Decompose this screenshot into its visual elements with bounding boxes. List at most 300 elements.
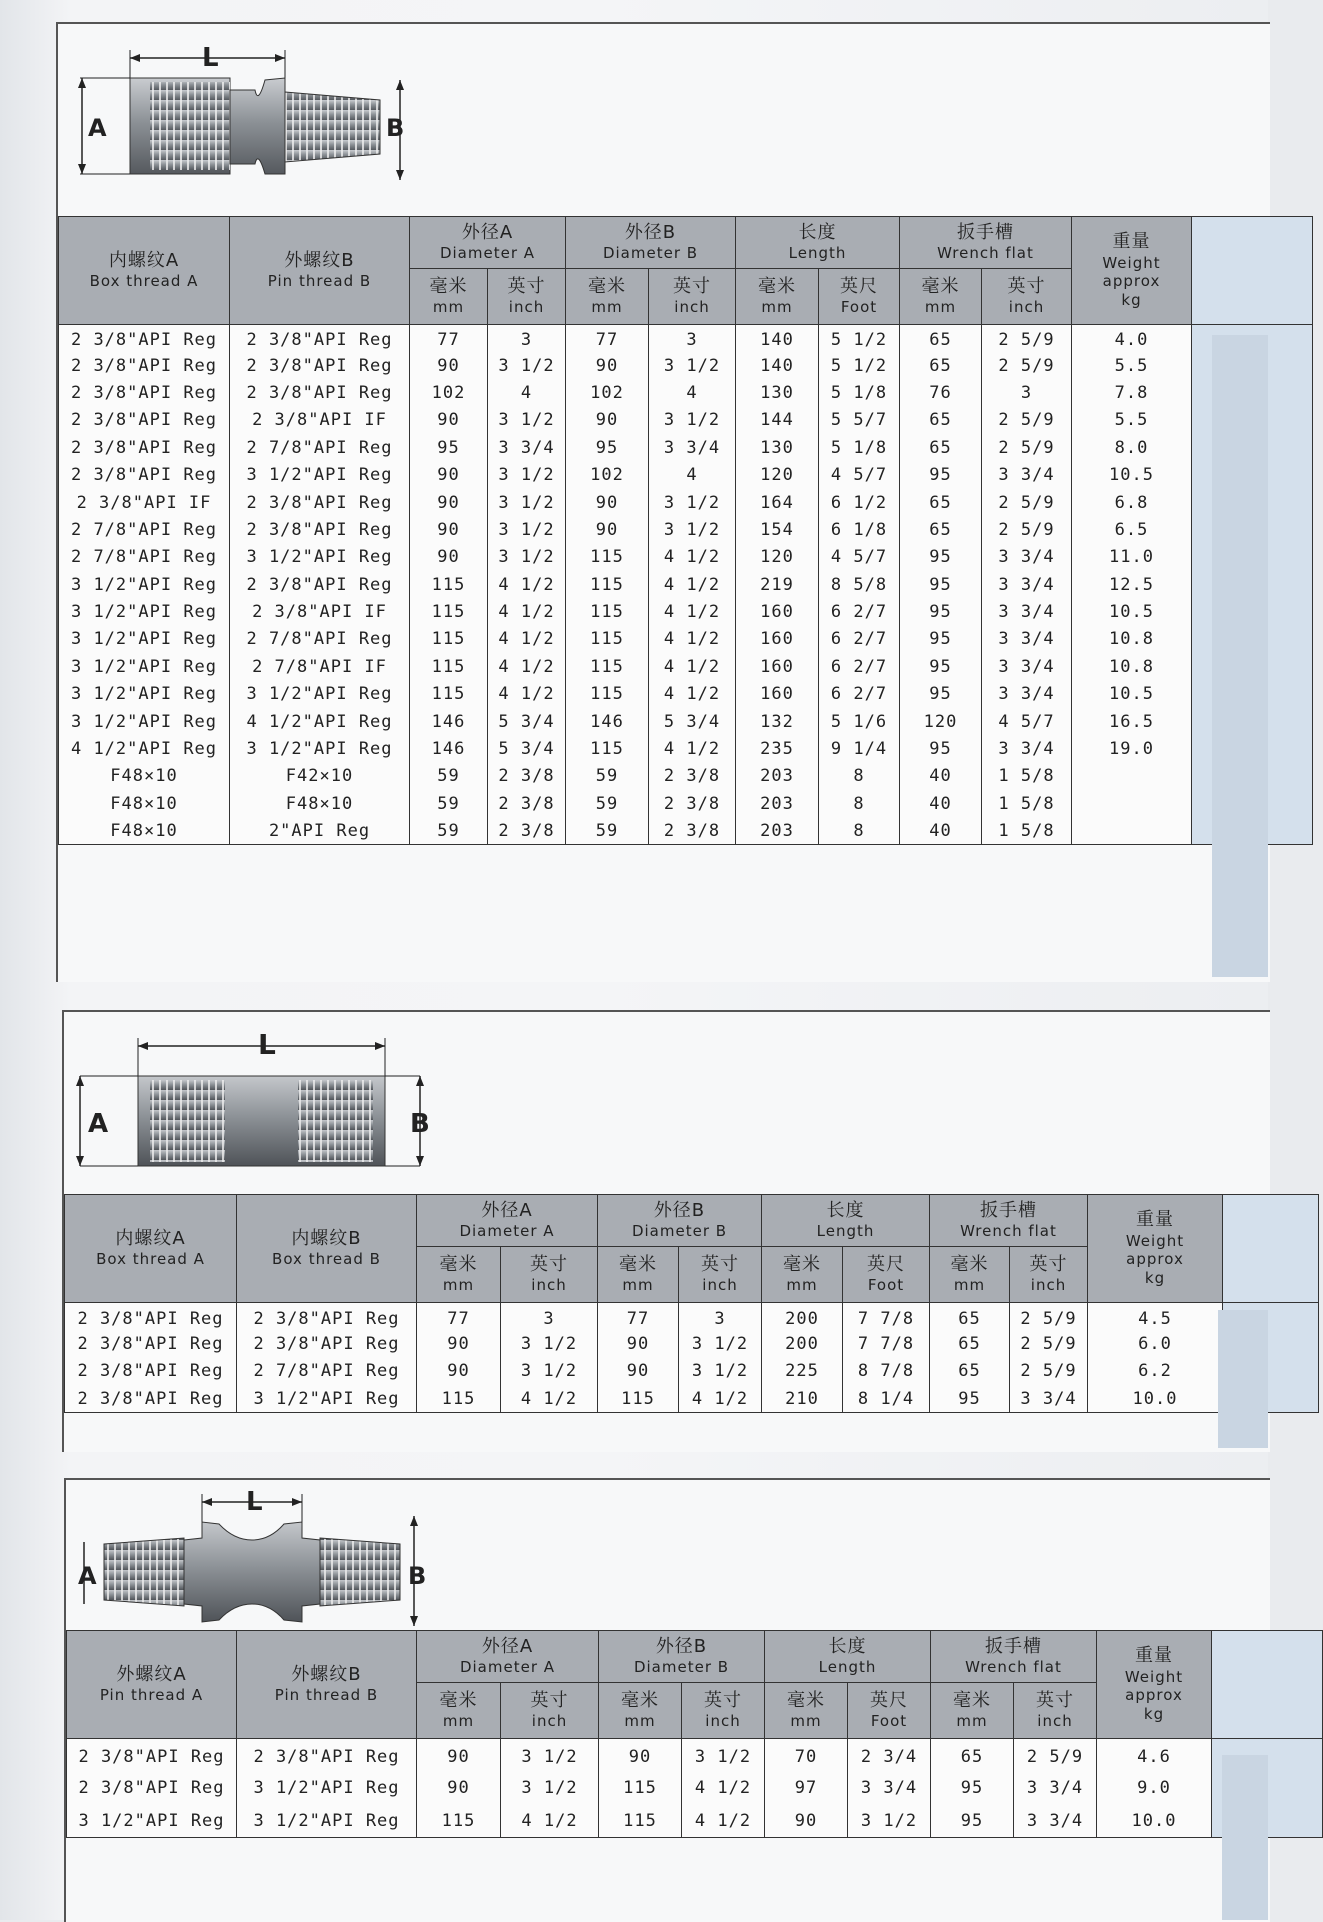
cell-weight-kg: 12.5 <box>1072 571 1192 598</box>
header-unit-inch <box>982 269 1072 325</box>
cell-thread-b: 3 1/2"API Reg <box>230 681 410 708</box>
cell-diameter-b-inch: 2 3/8 <box>649 763 736 790</box>
cell-diameter-a-mm: 115 <box>410 626 488 653</box>
header-unit-mm <box>417 1247 501 1303</box>
cell-diameter-b-mm: 115 <box>566 626 649 653</box>
cell-diameter-b-mm: 90 <box>598 1358 679 1386</box>
header-wrench-flat-cn: 扳手槽 <box>957 221 1014 243</box>
table-row <box>59 763 1313 790</box>
cell-wrench-inch: 1 5/8 <box>982 790 1072 817</box>
cell-thread-b: 2 3/8"API Reg <box>237 1330 417 1358</box>
cell-thread-b: 2 3/8"API Reg <box>230 379 410 406</box>
dimension-l-label: L <box>202 43 219 73</box>
box-pin-sub-diagram <box>80 40 420 190</box>
pin-pin-sub-diagram <box>78 1480 444 1630</box>
edge-strip-1 <box>1212 335 1268 977</box>
cell-length-foot: 6 1/2 <box>819 489 900 516</box>
cell-length-foot: 6 2/7 <box>819 598 900 625</box>
cell-thread-a: F48×10 <box>59 763 230 790</box>
cell-weight-kg: 4.0 <box>1072 325 1192 352</box>
header-unit-mm-en: mm <box>442 1712 475 1731</box>
header-unit-mm <box>765 1683 848 1739</box>
cell-thread-a: 4 1/2"API Reg <box>59 735 230 762</box>
header-length-en: Length <box>816 1222 875 1241</box>
cell-length-foot: 4 5/7 <box>819 544 900 571</box>
cell-diameter-b-inch: 4 1/2 <box>649 571 736 598</box>
cell-wrench-mm: 95 <box>931 1805 1014 1838</box>
cell-diameter-b-mm: 115 <box>566 598 649 625</box>
header-weight-en: Weight <box>1125 1231 1185 1250</box>
header-weight-cn: 重量 <box>1112 231 1151 253</box>
table-row <box>65 1330 1319 1358</box>
cell-thread-b: 2 3/8"API IF <box>230 407 410 434</box>
table-row <box>59 352 1313 379</box>
header-weight <box>1097 1631 1212 1739</box>
header-unit-inch-cn: 英寸 <box>673 275 711 297</box>
header-unit-mm-en: mm <box>432 298 465 317</box>
header-unit-mm-en: mm <box>442 1276 475 1295</box>
cell-diameter-a-mm: 95 <box>410 434 488 461</box>
cell-diameter-a-mm: 115 <box>417 1385 501 1413</box>
cell-diameter-a-inch: 2 3/8 <box>488 790 566 817</box>
header-length-cn: 长度 <box>826 1199 865 1221</box>
cell-wrench-mm: 65 <box>930 1330 1010 1358</box>
header-unit-mm-cn: 毫米 <box>787 1689 825 1711</box>
header-diameter-b-cn: 外径B <box>655 1635 708 1657</box>
cell-diameter-a-inch: 4 1/2 <box>501 1385 598 1413</box>
cell-length-mm: 203 <box>736 818 819 845</box>
header-unit-inch-en: inch <box>702 1276 738 1295</box>
header-unit-inch <box>682 1683 765 1739</box>
cell-wrench-mm: 65 <box>900 325 982 352</box>
cell-weight-kg <box>1072 763 1192 790</box>
header-diameter-b <box>599 1631 765 1683</box>
table-row <box>59 708 1313 735</box>
cell-length-foot: 5 5/7 <box>819 407 900 434</box>
dimension-a-label: A <box>78 1562 97 1590</box>
cell-diameter-a-mm: 77 <box>417 1303 501 1331</box>
cell-thread-b: 2 3/8"API Reg <box>237 1303 417 1331</box>
cell-diameter-a-inch: 3 1/2 <box>488 352 566 379</box>
cell-wrench-inch: 2 5/9 <box>1010 1303 1088 1331</box>
header-wrench-flat <box>930 1195 1088 1247</box>
cell-length-foot: 8 <box>819 790 900 817</box>
header-thread-b-cn: 内螺纹B <box>291 1227 362 1249</box>
cell-diameter-b-mm: 115 <box>566 735 649 762</box>
cell-diameter-b-inch: 4 1/2 <box>682 1772 765 1805</box>
cell-diameter-a-inch: 4 1/2 <box>488 598 566 625</box>
cell-weight-kg: 10.5 <box>1072 461 1192 488</box>
cell-length-foot: 2 3/4 <box>848 1739 931 1772</box>
cell-wrench-inch: 2 5/9 <box>982 325 1072 352</box>
cell-diameter-b-mm: 77 <box>598 1303 679 1331</box>
header-thread-a <box>67 1631 237 1739</box>
cell-diameter-b-inch: 3 1/2 <box>649 352 736 379</box>
cell-diameter-a-inch: 3 <box>488 325 566 352</box>
cell-diameter-a-mm: 115 <box>410 598 488 625</box>
cell-diameter-a-mm: 90 <box>417 1330 501 1358</box>
cell-thread-a: 2 3/8"API Reg <box>65 1358 237 1386</box>
cell-diameter-a-mm: 115 <box>417 1805 501 1838</box>
header-thread-a <box>65 1195 237 1303</box>
cell-thread-b: 2 3/8"API Reg <box>230 325 410 352</box>
cell-weight-kg: 9.0 <box>1097 1772 1212 1805</box>
cell-length-foot: 6 2/7 <box>819 653 900 680</box>
header-unit-inch-en: inch <box>1008 298 1045 317</box>
cell-diameter-a-mm: 90 <box>410 352 488 379</box>
cell-weight-kg: 10.8 <box>1072 653 1192 680</box>
cell-length-foot: 4 5/7 <box>819 461 900 488</box>
header-unit-inch-cn: 英寸 <box>701 1253 739 1275</box>
header-length <box>762 1195 930 1247</box>
header-unit-mm <box>599 1683 682 1739</box>
cell-wrench-mm: 95 <box>930 1385 1010 1413</box>
header-unit-mm-en: mm <box>790 1712 822 1731</box>
cell-weight-kg: 6.5 <box>1072 516 1192 543</box>
cell-thread-b: 3 1/2"API Reg <box>230 461 410 488</box>
cell-length-foot: 5 1/8 <box>819 434 900 461</box>
cell-diameter-a-inch: 3 1/2 <box>488 461 566 488</box>
cell-diameter-b-inch: 3 1/2 <box>649 516 736 543</box>
header-unit-inch <box>649 269 736 325</box>
cell-thread-a: 2 7/8"API Reg <box>59 516 230 543</box>
table-row <box>59 379 1313 406</box>
header-unit-mm-cn: 毫米 <box>619 1253 657 1275</box>
cell-diameter-a-inch: 3 1/2 <box>488 544 566 571</box>
header-unit-inch-cn: 英寸 <box>1029 1253 1068 1275</box>
cell-wrench-mm: 40 <box>900 763 982 790</box>
cell-diameter-b-mm: 59 <box>566 790 649 817</box>
cell-diameter-b-inch: 4 1/2 <box>682 1805 765 1838</box>
dimension-b-label: B <box>408 1562 427 1590</box>
cell-diameter-a-inch: 4 1/2 <box>488 681 566 708</box>
cell-weight-kg: 5.5 <box>1072 352 1192 379</box>
cell-diameter-a-inch: 3 1/2 <box>501 1330 598 1358</box>
cell-diameter-a-inch: 4 1/2 <box>501 1805 599 1838</box>
cell-diameter-b-inch: 3 1/2 <box>649 489 736 516</box>
box-box-sub-diagram <box>80 1030 440 1180</box>
cell-diameter-a-inch: 3 <box>501 1303 598 1331</box>
cell-length-foot: 5 1/6 <box>819 708 900 735</box>
cell-length-mm: 144 <box>736 407 819 434</box>
cell-diameter-b-mm: 102 <box>566 379 649 406</box>
cell-thread-b: 2 7/8"API Reg <box>230 626 410 653</box>
cell-length-foot: 6 1/8 <box>819 516 900 543</box>
table-row <box>59 489 1313 516</box>
cell-diameter-b-mm: 115 <box>599 1772 682 1805</box>
cell-length-mm: 154 <box>736 516 819 543</box>
cell-length-foot: 3 1/2 <box>848 1805 931 1838</box>
cell-diameter-a-inch: 2 3/8 <box>488 818 566 845</box>
cell-diameter-a-mm: 90 <box>410 516 488 543</box>
cell-wrench-inch: 2 5/9 <box>982 516 1072 543</box>
cell-diameter-b-mm: 102 <box>566 461 649 488</box>
cell-diameter-a-mm: 90 <box>410 544 488 571</box>
header-diameter-a-cn: 外径A <box>481 1635 534 1657</box>
cell-wrench-inch: 1 5/8 <box>982 818 1072 845</box>
cell-diameter-b-mm: 77 <box>566 325 649 352</box>
cell-diameter-a-inch: 4 <box>488 379 566 406</box>
cell-wrench-inch: 2 5/9 <box>1010 1330 1088 1358</box>
cell-thread-a: 3 1/2"API Reg <box>59 681 230 708</box>
header-thread-a-cn: 内螺纹A <box>115 1227 186 1249</box>
table-row <box>59 818 1313 845</box>
cell-diameter-b-mm: 90 <box>599 1739 682 1772</box>
cell-length-foot: 3 3/4 <box>848 1772 931 1805</box>
cell-length-foot: 5 1/8 <box>819 379 900 406</box>
header-diameter-b-cn: 外径B <box>624 221 677 243</box>
cell-length-foot: 9 1/4 <box>819 735 900 762</box>
cell-wrench-inch: 3 3/4 <box>982 544 1072 571</box>
cell-diameter-a-inch: 4 1/2 <box>488 571 566 598</box>
cell-weight-kg: 16.5 <box>1072 708 1192 735</box>
header-unit-foot-en: Foot <box>840 298 878 317</box>
header-unit-mm-en: mm <box>924 298 957 317</box>
cell-wrench-inch: 4 5/7 <box>982 708 1072 735</box>
header-blank <box>1212 1631 1323 1739</box>
cell-thread-a: 2 3/8"API Reg <box>59 461 230 488</box>
cell-wrench-inch: 3 3/4 <box>982 461 1072 488</box>
header-diameter-b-en: Diameter B <box>633 1658 730 1677</box>
cell-length-mm: 130 <box>736 434 819 461</box>
header-unit-inch <box>1014 1683 1097 1739</box>
cell-weight-kg: 10.8 <box>1072 626 1192 653</box>
edge-strip-3 <box>1222 1755 1268 1920</box>
header-unit-mm-cn: 毫米 <box>758 275 796 297</box>
cell-thread-b: 2 3/8"API Reg <box>230 352 410 379</box>
cell-wrench-mm: 65 <box>930 1358 1010 1386</box>
cell-wrench-mm: 65 <box>900 489 982 516</box>
header-diameter-a <box>410 217 566 269</box>
cell-wrench-mm: 95 <box>900 544 982 571</box>
header-thread-b <box>237 1195 417 1303</box>
cell-diameter-a-mm: 90 <box>417 1358 501 1386</box>
cell-diameter-a-mm: 59 <box>410 790 488 817</box>
header-weight-cn: 重量 <box>1136 1209 1174 1231</box>
dimension-l-label: L <box>246 1487 263 1517</box>
header-unit-mm-en: mm <box>761 298 793 317</box>
cell-diameter-a-mm: 146 <box>410 735 488 762</box>
cell-weight-kg: 6.2 <box>1088 1358 1223 1386</box>
header-unit-inch-en: inch <box>508 298 545 317</box>
cell-diameter-b-inch: 4 1/2 <box>649 653 736 680</box>
cell-weight-kg: 19.0 <box>1072 735 1192 762</box>
header-diameter-a <box>417 1631 599 1683</box>
cell-diameter-a-mm: 115 <box>410 653 488 680</box>
cell-weight-kg <box>1072 818 1192 845</box>
header-unit-mm-cn: 毫米 <box>953 1689 991 1711</box>
cell-length-mm: 130 <box>736 379 819 406</box>
cell-diameter-a-inch: 3 1/2 <box>501 1739 599 1772</box>
cell-weight-kg: 4.5 <box>1088 1303 1223 1331</box>
cell-length-mm: 70 <box>765 1739 848 1772</box>
table-row <box>67 1805 1323 1838</box>
cell-wrench-mm: 40 <box>900 790 982 817</box>
header-diameter-a <box>417 1195 598 1247</box>
cell-thread-b: 2 3/8"API IF <box>230 598 410 625</box>
cell-thread-b: F42×10 <box>230 763 410 790</box>
cell-diameter-b-mm: 90 <box>566 516 649 543</box>
dimension-a-label: A <box>88 1109 109 1139</box>
cell-diameter-a-inch: 2 3/8 <box>488 763 566 790</box>
header-weight-approx: approx <box>1126 1250 1184 1269</box>
cell-diameter-b-inch: 5 3/4 <box>649 708 736 735</box>
header-unit-inch <box>501 1683 599 1739</box>
table-row <box>59 790 1313 817</box>
header-diameter-b-en: Diameter B <box>602 244 699 263</box>
header-unit-inch-en: inch <box>1030 1276 1067 1295</box>
header-thread-a-en: Pin thread A <box>99 1686 204 1705</box>
cell-length-mm: 120 <box>736 461 819 488</box>
cell-diameter-a-mm: 90 <box>410 407 488 434</box>
header-thread-b-en: Box thread B <box>272 1250 381 1269</box>
header-unit-mm <box>417 1683 501 1739</box>
cell-length-mm: 200 <box>762 1303 843 1331</box>
table-row <box>65 1358 1319 1386</box>
header-unit-mm-en: mm <box>956 1712 988 1731</box>
header-unit-inch <box>488 269 566 325</box>
cell-wrench-inch: 3 3/4 <box>982 681 1072 708</box>
cell-length-foot: 6 2/7 <box>819 681 900 708</box>
cell-wrench-inch: 3 3/4 <box>1014 1805 1097 1838</box>
cell-diameter-a-mm: 102 <box>410 379 488 406</box>
header-unit-foot <box>848 1683 931 1739</box>
cell-diameter-a-inch: 3 1/2 <box>488 489 566 516</box>
header-unit-inch-en: inch <box>1037 1712 1073 1731</box>
header-unit-mm-en: mm <box>953 1276 986 1295</box>
cell-diameter-b-inch: 4 1/2 <box>649 735 736 762</box>
cell-diameter-b-inch: 3 1/2 <box>649 407 736 434</box>
cell-length-foot: 8 5/8 <box>819 571 900 598</box>
cell-thread-a: 2 3/8"API Reg <box>65 1303 237 1331</box>
header-unit-inch-cn: 英寸 <box>704 1689 742 1711</box>
cell-thread-a: 2 7/8"API Reg <box>59 544 230 571</box>
cell-diameter-a-mm: 90 <box>417 1739 501 1772</box>
header-wrench-flat-en: Wrench flat <box>960 1222 1057 1241</box>
cell-diameter-a-mm: 90 <box>410 461 488 488</box>
header-unit-mm-en: mm <box>622 1276 654 1295</box>
cell-length-mm: 120 <box>736 544 819 571</box>
cell-thread-a: F48×10 <box>59 790 230 817</box>
header-wrench-flat-en: Wrench flat <box>965 1658 1062 1677</box>
cell-weight-kg: 6.0 <box>1088 1330 1223 1358</box>
header-unit-mm <box>930 1247 1010 1303</box>
header-unit-mm-cn: 毫米 <box>621 1689 659 1711</box>
header-diameter-b-en: Diameter B <box>631 1222 728 1241</box>
cell-thread-a: 3 1/2"API Reg <box>59 626 230 653</box>
cell-diameter-b-inch: 3 1/2 <box>679 1358 762 1386</box>
dimension-l-label: L <box>258 1028 276 1061</box>
cell-length-mm: 140 <box>736 352 819 379</box>
cell-wrench-mm: 95 <box>900 626 982 653</box>
cell-thread-a: 2 3/8"API Reg <box>59 407 230 434</box>
header-unit-inch-cn: 英寸 <box>530 1689 569 1711</box>
cell-diameter-a-mm: 115 <box>410 681 488 708</box>
cell-diameter-b-inch: 4 1/2 <box>649 598 736 625</box>
cell-diameter-a-inch: 5 3/4 <box>488 708 566 735</box>
cell-length-mm: 97 <box>765 1772 848 1805</box>
cell-wrench-mm: 95 <box>900 598 982 625</box>
cell-length-mm: 210 <box>762 1385 843 1413</box>
cell-weight-kg: 6.8 <box>1072 489 1192 516</box>
cell-diameter-a-mm: 77 <box>410 325 488 352</box>
header-diameter-a-en: Diameter A <box>459 1658 556 1677</box>
cell-weight-kg: 10.0 <box>1088 1385 1223 1413</box>
cell-diameter-a-inch: 5 3/4 <box>488 735 566 762</box>
header-unit-mm <box>762 1247 843 1303</box>
cell-diameter-b-inch: 4 1/2 <box>649 544 736 571</box>
header-unit-foot-cn: 英尺 <box>867 1253 905 1275</box>
header-unit-foot-cn: 英尺 <box>870 1689 908 1711</box>
header-length <box>736 217 900 269</box>
header-unit-mm <box>566 269 649 325</box>
cell-thread-a: 2 3/8"API IF <box>59 489 230 516</box>
header-unit-inch <box>1010 1247 1088 1303</box>
header-unit-mm <box>931 1683 1014 1739</box>
cell-diameter-b-inch: 3 1/2 <box>679 1330 762 1358</box>
cell-thread-b: 3 1/2"API Reg <box>230 544 410 571</box>
header-wrench-flat-cn: 扳手槽 <box>980 1199 1037 1221</box>
cell-diameter-b-mm: 115 <box>598 1385 679 1413</box>
cell-weight-kg: 10.0 <box>1097 1805 1212 1838</box>
cell-thread-b: F48×10 <box>230 790 410 817</box>
table-row <box>59 461 1313 488</box>
cell-thread-b: 3 1/2"API Reg <box>237 1385 417 1413</box>
header-diameter-b <box>566 217 736 269</box>
header-unit-mm <box>598 1247 679 1303</box>
header-unit-inch <box>501 1247 598 1303</box>
cell-diameter-b-mm: 115 <box>566 681 649 708</box>
cell-diameter-a-inch: 3 1/2 <box>501 1772 599 1805</box>
cell-diameter-b-mm: 90 <box>598 1330 679 1358</box>
cell-wrench-inch: 2 5/9 <box>1010 1358 1088 1386</box>
cell-length-foot: 8 7/8 <box>843 1358 930 1386</box>
header-unit-mm-cn: 毫米 <box>429 275 468 297</box>
cell-diameter-a-mm: 146 <box>410 708 488 735</box>
header-length-en: Length <box>788 244 847 263</box>
cell-thread-b: 3 1/2"API Reg <box>237 1772 417 1805</box>
pin-pin-sub-table <box>66 1630 1323 1838</box>
cell-thread-a: 2 3/8"API Reg <box>65 1385 237 1413</box>
header-thread-b-cn: 外螺纹B <box>284 249 355 271</box>
cell-length-mm: 164 <box>736 489 819 516</box>
dimension-b-label: B <box>410 1109 430 1139</box>
cell-length-mm: 203 <box>736 790 819 817</box>
cell-diameter-b-mm: 115 <box>566 544 649 571</box>
cell-wrench-inch: 3 3/4 <box>982 735 1072 762</box>
header-weight <box>1072 217 1192 325</box>
header-unit-inch-cn: 英寸 <box>530 1253 568 1275</box>
header-diameter-b-cn: 外径B <box>653 1199 706 1221</box>
cell-wrench-mm: 95 <box>931 1772 1014 1805</box>
cell-weight-kg: 4.6 <box>1097 1739 1212 1772</box>
cell-weight-kg: 8.0 <box>1072 434 1192 461</box>
dimension-a-label: A <box>88 114 107 142</box>
cell-weight-kg: 11.0 <box>1072 544 1192 571</box>
cell-length-mm: 225 <box>762 1358 843 1386</box>
cell-weight-kg: 10.5 <box>1072 598 1192 625</box>
cell-length-mm: 160 <box>736 598 819 625</box>
table-row <box>59 626 1313 653</box>
header-unit-inch <box>679 1247 762 1303</box>
cell-wrench-mm: 65 <box>930 1303 1010 1331</box>
header-diameter-b <box>598 1195 762 1247</box>
cell-diameter-a-inch: 4 1/2 <box>488 626 566 653</box>
cell-length-foot: 5 1/2 <box>819 352 900 379</box>
cell-thread-a: F48×10 <box>59 818 230 845</box>
cell-wrench-inch: 2 5/9 <box>982 352 1072 379</box>
cell-wrench-inch: 2 5/9 <box>982 407 1072 434</box>
